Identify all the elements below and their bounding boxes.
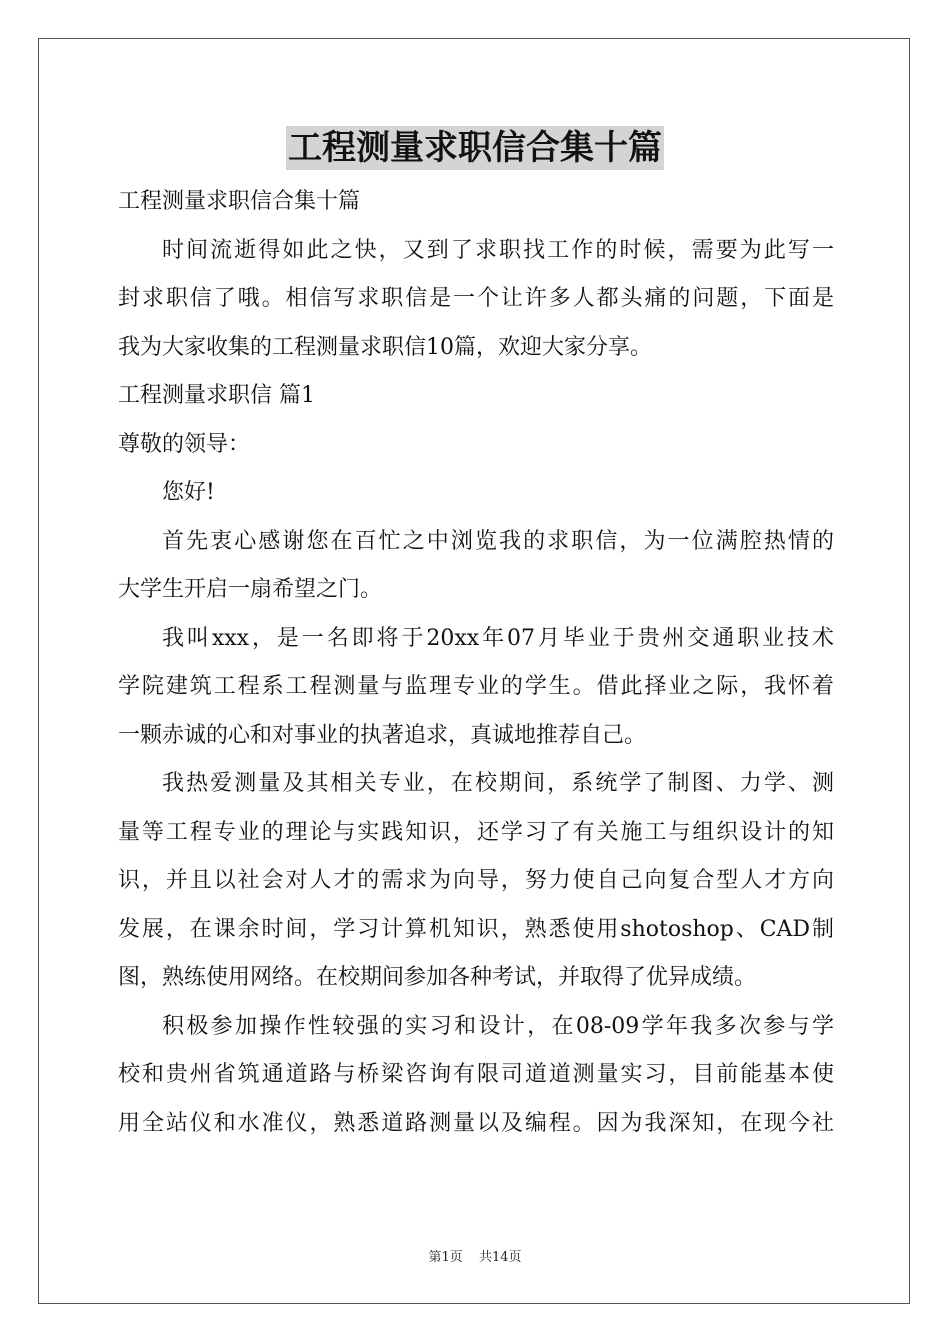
text-line: 尊敬的领导： [118, 431, 251, 457]
text-line: 一颗赤诚的心和对事业的执著追求，真诚地推荐自己。 [118, 722, 647, 748]
text-line: 我叫xxx，是一名即将于20xx年07月毕业于贵州交通职业技术 [162, 625, 834, 651]
text-line: 识，并且以社会对人才的需求为向导，努力使自己向复合型人才方向 [118, 868, 834, 893]
text-line: 学院建筑工程系工程测量与监理专业的学生。借此择业之际，我怀着 [118, 674, 834, 699]
text-line: 工程测量求职信合集十篇 [118, 189, 361, 214]
text-line: 积极参加操作性较强的实习和设计，在08-09学年我多次参与学 [162, 1013, 834, 1039]
text-line: 工程测量求职信 篇1 [118, 383, 315, 408]
text-line: 时间流逝得如此之快，又到了求职找工作的时候，需要为此写一 [162, 237, 834, 263]
text-line: 封求职信了哦。相信写求职信是一个让许多人都头痛的问题，下面是 [118, 286, 834, 311]
page-footer [0, 1246, 950, 1265]
text-line: 您好! [162, 480, 215, 505]
text-line: 我为大家收集的工程测量求职信10篇，欢迎大家分享。 [118, 334, 652, 360]
text-line: 首先衷心感谢您在百忙之中浏览我的求职信，为一位满腔热情的 [162, 528, 834, 554]
page-total: 共14页 [478, 1250, 522, 1265]
text-line: 我热爱测量及其相关专业，在校期间，系统学了制图、力学、测 [162, 771, 834, 796]
text-line: 用全站仪和水准仪，熟悉道路测量以及编程。因为我深知，在现今社 [118, 1110, 834, 1136]
text-line: 图，熟练使用网络。在校期间参加各种考试，并取得了优异成绩。 [118, 965, 757, 990]
text-line: 发展，在课余时间，学习计算机知识，熟悉使用shotoshop、CAD制 [118, 916, 834, 942]
document-body [118, 178, 834, 1148]
document-title: 工程测量求职信合集十篇 [288, 128, 662, 168]
text-line: 量等工程专业的理论与实践知识，还学习了有关施工与组织设计的知 [118, 819, 834, 845]
page-number: 第1页 [428, 1250, 463, 1265]
document-title-wrapper [0, 126, 950, 170]
text-line: 大学生开启一扇希望之门。 [118, 577, 383, 602]
text-line: 校和贵州省筑通道路与桥梁咨询有限司道道测量实习，目前能基本使 [118, 1062, 834, 1087]
